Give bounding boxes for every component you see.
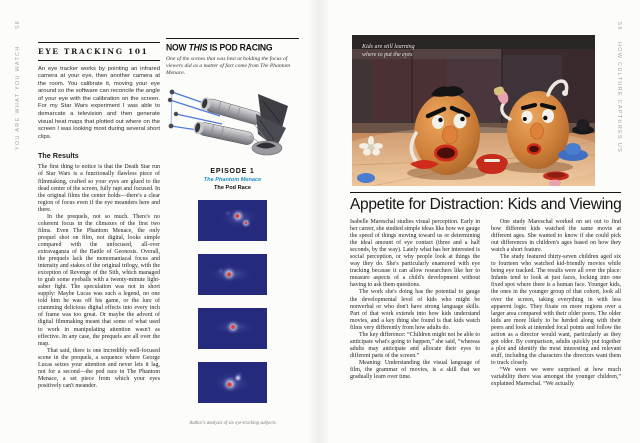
article-rule bbox=[350, 192, 621, 193]
pod-racing-heading: NOW THIS IS POD RACING bbox=[166, 41, 273, 53]
article-column-1 bbox=[350, 219, 480, 388]
body-paragraph: In the prequels, not so much. There's no coherent focus in the climaxes of the first two films. Even The Phantom Menace, the only prequel shot on film, not digital, looks simple compared with the unfocused, all-over extravaganza of the Battle of Geonosis. Overall, the prequels lack the monomaniacal focus and intensity and stakes of the original trilogy, with the exception of Revenge of the Sith, which managed to grab some eyeballs with a twenty-minute light-saber fight. The speculation was not in short supply: Maybe Lucas was such a legend, no one told him he was off his game, or the lure of cramming delicious digital effects into every inch of frame was too great. Or maybe the advent of digital filmmaking meant that some of what used to work in manipulating attention wasn't as effective. In any case, the prequels are all over the map. bbox=[38, 213, 160, 347]
section-rule bbox=[166, 38, 299, 39]
eye-box-title: EYE TRACKING 101 bbox=[38, 47, 149, 56]
results-heading: The Results bbox=[38, 151, 79, 161]
results-body bbox=[38, 164, 160, 390]
podracer-illustration bbox=[166, 84, 297, 162]
page-gutter-shadow bbox=[308, 0, 330, 443]
left-running-title: YOU ARE WHAT YOU WATCH bbox=[15, 45, 21, 150]
article-column-2 bbox=[491, 219, 621, 388]
body-paragraph: Isabelle Mareschal studies visual perception. Early in her career, she studied simple ideas like how we gauge the speed of things moving toward us or determining the ideal amount of eye contact (three and a half seconds, by the way). Lately what has her interested is social perception, or why people look at things the way they do. She's particularly enamored with eye tracking because it can allow researchers like her to measure aspects of a child's development without having to ask them questions. bbox=[350, 219, 481, 289]
episode-label: EPISODE 1 bbox=[210, 167, 255, 175]
pod-racing-caption: One of the scenes that was best at holding the focus of viewers did as a matter of fact come from The Phantom Menace. bbox=[166, 55, 291, 76]
eye-tracking-heatmap-1 bbox=[198, 200, 267, 241]
body-paragraph: “We were we were surprised at how much variability there was amongst the younger children,” explained Mareschal. “We actually bbox=[491, 366, 621, 388]
box-rule-bottom bbox=[38, 60, 160, 61]
episode-caption-block bbox=[166, 168, 299, 191]
right-running-title: HOW CULTURE CAPTURES US bbox=[616, 42, 622, 154]
body-paragraph: The work she's doing has the potential to gauge the developmental level of kids who might be nonverbal or who don't have strong language skills. Part of that work extends into how kids understand movies, and a key thing she found is that kids watch films very differently from how adults do. bbox=[350, 289, 480, 331]
left-page-number: 58 bbox=[15, 20, 21, 29]
film-title: The Phantom Menace bbox=[203, 177, 262, 183]
pod-racing-column bbox=[166, 38, 299, 426]
article-heading: Appetite for Distraction: Kids and Viewing bbox=[350, 196, 622, 213]
eye-tracking-heatmap-3 bbox=[198, 308, 267, 349]
right-page-number: 59 bbox=[616, 22, 622, 31]
film-still bbox=[352, 35, 595, 186]
heatmap-footnote: Author's analysis of six eye-tracking subjects bbox=[189, 420, 276, 426]
eye-tracking-column bbox=[38, 42, 160, 390]
body-paragraph: Meaning: Understanding the visual language of film, the grammar of movies, is a skill that we gradually learn over time. bbox=[350, 359, 480, 381]
scene-title: The Pod Race bbox=[214, 184, 251, 191]
eye-tracking-heatmap-2 bbox=[198, 254, 267, 295]
body-paragraph: One study Mareschal worked on set out to find how different kids watched the same movie at different ages. She wanted to know if she could pick out differences in children's ages based on how they watch a short feature. bbox=[491, 219, 621, 254]
body-paragraph: The key difference: “Children might not be able to anticipate what's going to happen,” she said, “whereas adults may anticipate and allocate their eyes to different parts of the screen.” bbox=[350, 331, 480, 359]
eye-box-body: An eye tracker works by pointing an infrared camera at your eye, then another camera at the room. You calibrate it, moving your eye around so the software can reconcile the angle of your eye with the calibration on the screen. For my Star Wars experiment I was able to demarcate a television and then generate visual heat maps that plotted out where on the screen I was looking most during several short clips. bbox=[38, 65, 160, 140]
body-paragraph: The study featured thirty-seven children aged six to fourteen who watched kid-friendly movies while being eye tracked. The results were all over the place: Infants tend to look at just faces, locking into one fixed spot where there is a human face. Younger kids, the ones in the younger group of that cohort, look all over the screen, taking everything in with less apparent logic. They fixate on more regions over a larger area compared with their older peers. The older kids are more likely to be herded along with their peers and look at intended focal points and follow the action as a director would want, particularly as they got older. By comparison, adults quickly put together a plot and identify the most interesting and relevant stuff, including the characters the directors want them to track closely. bbox=[491, 254, 621, 366]
article-body bbox=[350, 219, 621, 388]
body-paragraph: The first thing to notice is that the Death Star run of Star Wars is a functionally flawless piece of filmmaking, crafted so your eyes are glued to the dead center of the screen, fully rapt and focused. In the original films the center holds—there's a clear region of focus even if the eye meanders here and there. bbox=[38, 164, 160, 213]
eye-tracking-heatmap-4 bbox=[198, 362, 267, 403]
body-paragraph: That said, there is one incredibly well-focused scene in the prequels, a sequence where George Lucas seizes your attention and never lets it lag, not for a second—the pod race in The Phantom Menace, a set piece from which your eyes positively can't meander. bbox=[38, 347, 160, 389]
still-caption: Kids are still learning where to put the eyes bbox=[362, 44, 415, 58]
